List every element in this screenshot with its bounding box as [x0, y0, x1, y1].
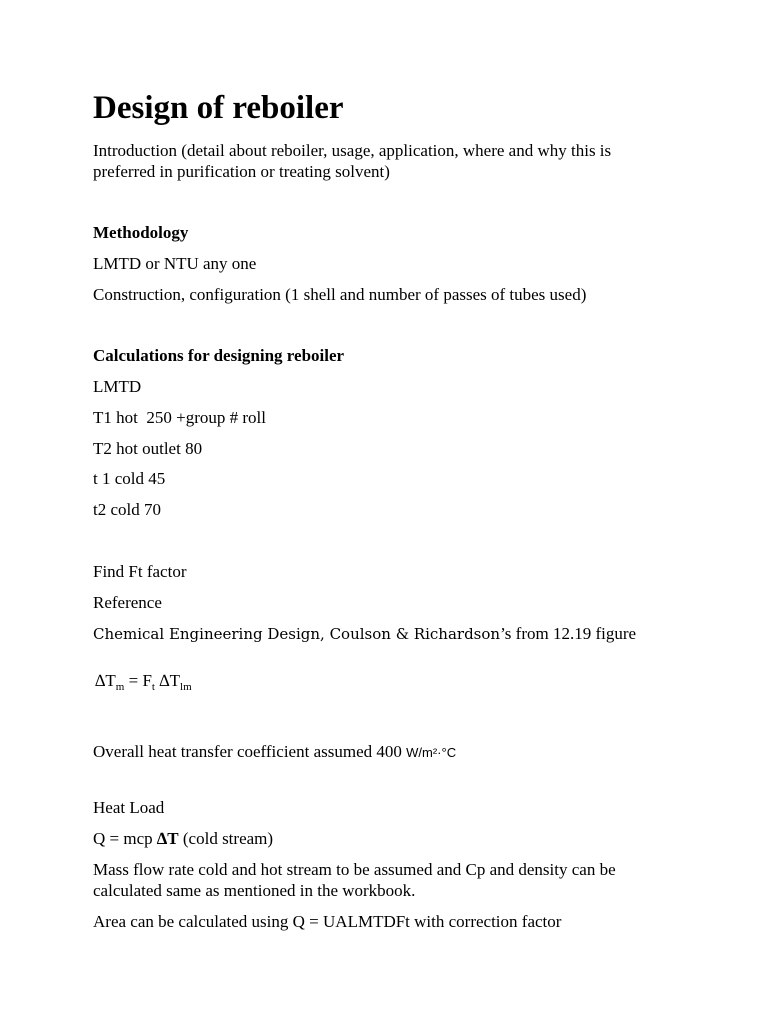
t1-hot-line: T1 hot 250 +group # roll: [93, 408, 266, 427]
mass-flow-line-1: Mass flow rate cold and hot stream to be assumed and Cp and density can be: [93, 860, 616, 879]
eq-rhs-subscript: lm: [180, 681, 192, 693]
methodology-line-1: LMTD or NTU any one: [93, 254, 257, 273]
heat-transfer-line: [93, 741, 456, 763]
heat-transfer-unit: W/m²·°C: [406, 745, 457, 760]
eq-lhs-symbol: ∆T: [95, 671, 116, 690]
lmtd-label: LMTD: [93, 377, 142, 396]
eq-equals-f: = F: [124, 671, 152, 690]
reference-source: Chemical Engineering Design, Coulson & Richardson: [93, 625, 501, 643]
find-ft-line: Find Ft factor: [93, 562, 187, 581]
mass-flow-line-2: calculated same as mentioned in the workbook.: [93, 881, 416, 900]
t1-cold-line: t 1 cold 45: [93, 469, 166, 488]
heat-load-eq-suffix: (cold stream): [178, 829, 274, 848]
calculations-heading: Calculations for designing reboiler: [93, 346, 345, 365]
intro-line-2: preferred in purification or treating solvent): [93, 162, 390, 181]
intro-line-1: Introduction (detail about reboiler, usage, application, where and why this is: [93, 141, 612, 160]
reference-line: [93, 623, 636, 645]
reference-suffix: ’s from 12.19 figure: [500, 624, 637, 643]
eq-ft-subscript: t: [151, 681, 155, 693]
heat-load-eq-prefix: Q = mcp: [93, 829, 157, 848]
area-line: Area can be calculated using Q = UALMTDFt with correction factor: [93, 912, 562, 931]
ft-equation: [95, 670, 192, 694]
reference-label: Reference: [93, 593, 162, 612]
heat-load-eq-delta: ∆T: [156, 829, 179, 848]
t2-hot-line: T2 hot outlet 80: [93, 439, 203, 458]
eq-lhs-subscript: m: [115, 681, 125, 693]
methodology-line-2: Construction, configuration (1 shell and number of passes of tubes used): [93, 285, 587, 304]
heat-load-equation: [93, 828, 273, 849]
heat-transfer-text: Overall heat transfer coefficient assumed 400: [93, 742, 407, 761]
heat-load-heading: Heat Load: [93, 798, 165, 817]
t2-cold-line: t2 cold 70: [93, 500, 161, 519]
methodology-heading: Methodology: [93, 223, 189, 242]
page-title: Design of reboiler: [93, 90, 344, 126]
eq-rhs-symbol: ∆T: [154, 671, 181, 690]
